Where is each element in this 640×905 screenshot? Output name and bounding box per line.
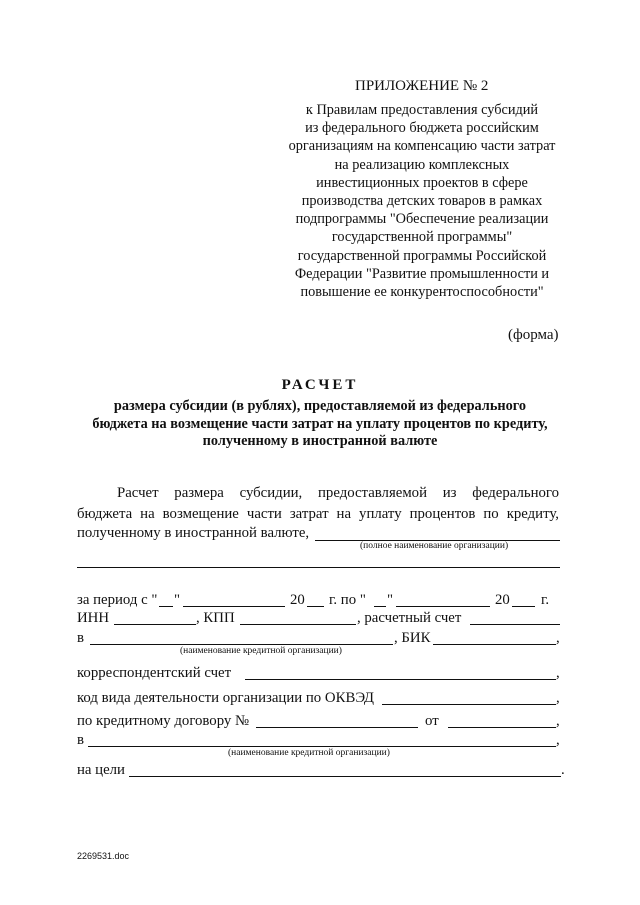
org-name-field-continued[interactable] (77, 567, 560, 568)
appendix-line: организациям на компенсацию части затрат (288, 138, 556, 155)
purpose-field[interactable] (129, 776, 561, 777)
form-label: (форма) (508, 327, 559, 343)
inn-label: ИНН (77, 610, 110, 626)
okved-label: код вида деятельности организации по ОКВЭД (77, 690, 374, 706)
bik-field[interactable] (433, 644, 556, 645)
loan-agreement-label: по кредитному договору № (77, 713, 250, 729)
period-start-month-field[interactable] (183, 606, 285, 607)
loan-date-label: от (425, 713, 439, 729)
intro-line-2: бюджета на возмещение части затрат на уплату процентов по кредиту, (77, 506, 559, 522)
account-field[interactable] (470, 624, 560, 625)
account-label: , расчетный счет (357, 610, 462, 626)
bank2-name-caption: (наименование кредитной организации) (228, 748, 390, 758)
kpp-field[interactable] (240, 624, 356, 625)
appendix-title: ПРИЛОЖЕНИЕ № 2 (355, 78, 489, 94)
kpp-label: , КПП (196, 610, 235, 626)
bank-in-label: в (77, 630, 84, 646)
corr-account-comma: , (556, 665, 560, 681)
intro-line-3: полученному в иностранной валюте, (77, 525, 310, 541)
purpose-label: на цели (77, 762, 125, 778)
bank2-in-label: в (77, 732, 84, 748)
bik-label: , БИК (394, 630, 431, 646)
document-title: РАСЧЕТ (281, 377, 359, 393)
appendix-line: государственной программы" (331, 229, 513, 246)
period-start-year-field[interactable] (307, 606, 324, 607)
loan-date-field[interactable] (448, 727, 556, 728)
period-start-day-field[interactable] (159, 606, 173, 607)
appendix-line: Федерации "Развитие промышленности и (294, 265, 550, 282)
corr-account-field[interactable] (245, 679, 556, 680)
appendix-line: производства детских товаров в рамках (301, 193, 543, 210)
purpose-period: . (561, 762, 565, 778)
period-end-year-field[interactable] (512, 606, 535, 607)
appendix-line: из федерального бюджета российским (305, 120, 539, 137)
subtitle-line: размера субсидии (в рублях), предоставляемой из федерального (113, 398, 527, 414)
period-end-month-field[interactable] (396, 606, 490, 607)
subtitle-line: полученному в иностранной валюте (202, 433, 438, 449)
period-prefix: за период с " (77, 592, 158, 608)
okved-field[interactable] (382, 704, 556, 705)
subtitle-line: бюджета на возмещение части затрат на уплату процентов по кредиту, (92, 415, 548, 432)
bank-name-caption: (наименование кредитной организации) (180, 646, 342, 656)
org-name-caption: (полное наименование организации) (360, 541, 509, 551)
appendix-line: инвестиционных проектов в сфере (316, 174, 528, 191)
bank2-name-field[interactable] (88, 746, 556, 747)
bank2-comma: , (556, 732, 560, 748)
appendix-line: к Правилам предоставления субсидий (305, 102, 539, 118)
bank-name-field[interactable] (90, 644, 393, 645)
inn-field[interactable] (114, 624, 196, 625)
appendix-description (262, 101, 582, 301)
period-end-day-field[interactable] (374, 606, 386, 607)
appendix-line: повышение ее конкурентоспособности" (300, 284, 544, 301)
period-quote-2: " (387, 592, 394, 608)
loan-comma: , (556, 713, 560, 729)
period-start-year-prefix: 20 (290, 592, 305, 608)
file-name-footer: 2269531.doc (77, 851, 130, 861)
appendix-line: государственной программы Российской (297, 247, 547, 264)
period-quote-1: " (174, 592, 181, 608)
bank-row-comma: , (556, 630, 560, 646)
appendix-line: на реализацию комплексных (334, 156, 510, 173)
loan-agreement-number-field[interactable] (256, 727, 418, 728)
period-end-year-prefix: 20 (495, 592, 510, 608)
appendix-line: подпрограммы "Обеспечение реализации (295, 211, 549, 228)
period-to-label: г. по " (329, 592, 366, 608)
document-subtitle (90, 398, 550, 451)
period-end-year-suffix: г. (541, 592, 550, 608)
intro-line-1: Расчет размера субсидии, предоставляемой из федерального (117, 485, 559, 501)
corr-account-label: корреспондентский счет (77, 665, 232, 681)
okved-comma: , (556, 690, 560, 706)
